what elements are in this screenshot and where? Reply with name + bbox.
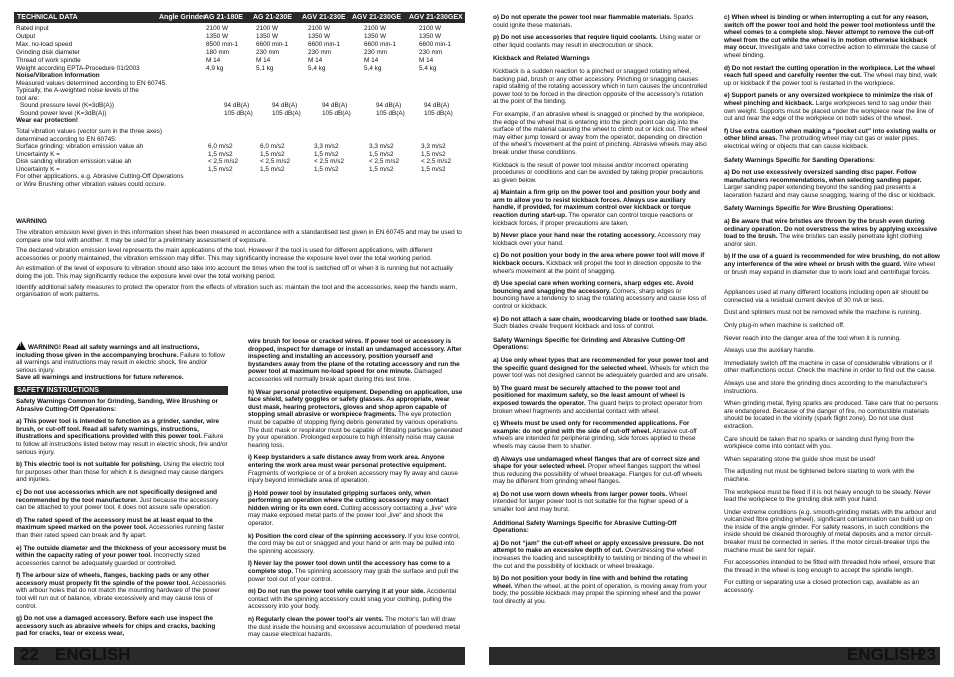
- paragraph-bold: n) Regularly clean the power tool's air vents.: [248, 616, 384, 623]
- warning-para: Identify additional safety measures to protect the operator from the effects of vibration such as: maintain the tool and the accessories, keep the hands warm, organisation of work patterns.: [16, 283, 458, 299]
- row-value: 105 dB(A): [424, 109, 453, 117]
- paragraph-text: Investigate and take corrective action to eliminate the cause of wheel binding.: [724, 44, 936, 59]
- row-label: Uncertainty K =: [16, 150, 60, 158]
- tech-data-header: [14, 12, 465, 23]
- row-value: 3,3 m/s2: [314, 143, 339, 150]
- paragraph-text: Accessories running faster than their rated speed can break and fly apart.: [16, 524, 225, 539]
- row-value: 5,4 kg: [419, 65, 437, 72]
- paragraph: [248, 616, 464, 638]
- row-value: 1350 W: [419, 33, 442, 40]
- paragraph-bold: d) Use special care when working corners, sharp edges etc. Avoid bouncing and snagging the accessory.: [493, 280, 694, 295]
- paragraph-bold: l) Never lay the power tool down until the accessory has come to a complete stop.: [248, 560, 451, 576]
- paragraph-bold: c) Do not position your body in the area where power tool will move if kickback occurs.: [493, 252, 705, 268]
- row-label: Disk sanding vibration emission value ah: [16, 158, 132, 165]
- paragraph-bold: g) Do not use a damaged accessory. Before each use inspect the accessory such as abrasive wheels for chips and cracks, backing pad for cracks, tear or excess wear,: [16, 615, 216, 638]
- paragraph: [724, 309, 940, 317]
- paragraph: [724, 380, 940, 395]
- paragraph-text: The wire bristles can easily penetrate light clothing and/or skin.: [724, 233, 923, 248]
- row-value: < 2,5 m/s2: [314, 158, 345, 165]
- paragraph-text: The workpiece must be fixed if it is not heavy enough to be steady. Never lead the workpiece to the grinding disk with your hand.: [724, 488, 931, 504]
- vib-line: Total vibration values (vector sum in the three axes): [16, 128, 162, 135]
- row-value: < 2,5 m/s2: [421, 158, 452, 165]
- safety-instructions-bar: SAFETY INSTRUCTIONS: [14, 386, 228, 395]
- paragraph: [493, 68, 709, 106]
- paragraph-bold: c) Wheels must be used only for recommended applications. For example: do not grind with the side of cut-off wheel.: [493, 420, 690, 435]
- row-label: Sound pressure level (K=3dB(A)): [20, 102, 114, 109]
- paragraph: [724, 509, 940, 555]
- paragraph: [16, 545, 228, 568]
- paragraph-text: Dust and splinters must not be removed while the machine is running.: [724, 309, 922, 317]
- paragraph-text: The operator can control torque reactions or kickback forces, if proper precautions are taken.: [493, 212, 694, 227]
- model-1: AG 21-180E: [204, 14, 243, 21]
- row-value: 1,5 m/s2: [369, 150, 394, 158]
- row-label: Surface grinding: vibration emission value ah: [16, 143, 144, 150]
- paragraph-bold: f) Use extra caution when making a “pocket cut” into existing walls or other blind areas.: [724, 127, 937, 143]
- paragraph-text: Just because the accessory can be attached to your power tool, it does not assure safe operation.: [16, 496, 219, 512]
- paragraph-bold: wire brush for loose or cracked wires. If power tool or accessory is dropped, inspect for damage or install an undamaged accessory. After inspecting and installing an accessory, position yourself and bystanders away from the plane of the rotating accessory and run the power tool at maximum no-load speed for one minute.: [248, 338, 462, 376]
- paragraph-text: If you lose control, the cord may be cut or snagged and your hand or arm may be pulled into the spinning accessory.: [248, 532, 460, 555]
- table-row: [16, 57, 466, 65]
- paragraph: [493, 540, 709, 570]
- table-row: [16, 25, 466, 33]
- paragraph: [724, 289, 940, 304]
- paragraph-bold: j) Hold power tool by insulated gripping surfaces only, when performing an operation where the cutting accessory may contact hidden wiring or its own cord.: [248, 489, 449, 512]
- section-heading: Safety Warnings Specific for Sanding Operations:: [724, 156, 876, 164]
- paragraph-text: When grinding metal, flying sparks are produced. Take care that no persons are endangered. Because of the danger of fire, no combustible materials should be located in the vicinity (spark flight zone). Do not use dust extraction.: [724, 400, 939, 430]
- read-warnings: [16, 341, 229, 382]
- paragraph-bold: h) Wear personal protective equipment. Depending on application, use face shield, safety goggles or safety glasses. As appropriate, wear dust mask, hearing protectors, gloves and shop apron capable of stopping small abrasive or workpiece fragments.: [248, 388, 463, 419]
- paragraph: [724, 436, 940, 451]
- row-value: 1350 W: [206, 33, 229, 40]
- row-label: Thread of work spindle: [16, 57, 81, 64]
- row-label: Sound power level (K=3dB(A)): [20, 109, 107, 117]
- noise-info: [16, 72, 266, 102]
- paragraph-text: Never reach into the danger area of the tool when it is running.: [724, 334, 901, 342]
- paragraph-bold: d) Always use undamaged wheel flanges that are of correct size and shape for your selected wheel.: [493, 455, 700, 471]
- paragraph: [248, 338, 464, 384]
- row-value: 6,0 m/s2: [260, 143, 285, 150]
- paragraph: [724, 128, 940, 151]
- paragraph-text: Cutting accessory contacting a „live“ wire may make exposed metal parts of the power tool „live“ and shock the operator.: [248, 504, 457, 528]
- paragraph-text: Incorrectly sized accessories cannot be adequately guarded or controlled.: [16, 552, 200, 567]
- paragraph-text: Wheels for which the power tool was not designed cannot be adequately guarded and are unsafe.: [493, 364, 709, 380]
- paragraph: [493, 385, 709, 415]
- row-value: 4,9 kg: [206, 65, 224, 72]
- paragraph-text: Care should be taken that no sparks or sanding dust flying from the workpiece come into contact with you.: [724, 435, 915, 451]
- model-4: AGV 21-230GE: [352, 14, 402, 21]
- tech-data-title: TECHNICAL DATA: [17, 14, 78, 21]
- section-heading: Additional Safety Warnings Specific for Abrasive Cutting-Off Operations:: [493, 519, 677, 535]
- paragraph: [493, 14, 709, 29]
- table-row: [20, 110, 466, 118]
- paragraph-text: Larger sanding paper extending beyond the sanding pad presents a laceration hazard and may cause snagging, tearing of the disc or kickback.: [724, 184, 936, 199]
- column-b: [248, 338, 464, 638]
- paragraph-text: The motor's fan will draw the dust inside the housing and excessive accumulation of powdered metal may cause electrical hazards.: [248, 616, 461, 638]
- row-value: < 2,5 m/s2: [208, 158, 239, 165]
- paragraph: [493, 34, 709, 49]
- paragraph: [493, 575, 709, 605]
- column-c: [493, 14, 709, 642]
- row-value: 94 dB(A): [376, 102, 402, 109]
- row-value: < 2,5 m/s2: [369, 158, 400, 165]
- row-value: 230 mm: [308, 49, 332, 56]
- paragraph-text: For cutting or separating use a closed protection cap, available as an accessory.: [724, 579, 920, 595]
- right-page: [477, 0, 954, 677]
- paragraph-text: Proper wheel flanges support the wheel thus reducing the possibility of wheel breakage. Flanges for cut-off wheels may be different from grinding wheel flanges.: [493, 463, 703, 486]
- paragraph: [724, 65, 940, 88]
- row-value: 2100 W: [364, 25, 387, 32]
- paragraph-bold: a) This power tool is intended to function as a grinder, sander, wire brush, or cut-off tool. Read all safety warnings, instructions, illustrations and specifications provided with this power tool.: [16, 418, 220, 441]
- model-2: AG 21-230E: [253, 14, 292, 21]
- paragraph-text: Corners, sharp edges or bouncing have a tendency to snag the rotating accessory and cause loss of control or kickback.: [493, 287, 707, 310]
- paragraph: [493, 189, 709, 227]
- paragraph-bold: f) The arbour size of wheels, flanges, backing pads or any other accessory must properly fit the spindle of the power tool.: [16, 572, 210, 587]
- right-footer-page: 23: [917, 645, 936, 664]
- paragraph-bold: a) Be aware that wire bristles are thrown by the brush even during ordinary operation. Do not overstress the wires by applying excessive load to the brush.: [724, 218, 938, 241]
- paragraph-text: Always use the auxiliary handle.: [724, 347, 815, 355]
- paragraph: [16, 461, 228, 484]
- row-label: Rated input: [16, 25, 49, 32]
- paragraph: [724, 14, 940, 60]
- left-footer-page: 22: [20, 645, 39, 664]
- row-value: 1,5 m/s2: [421, 150, 446, 158]
- paragraph-text: Kickback is a sudden reaction to a pinched or snagged rotating wheel, backing pad, brush or any other accessory. Pinching or snagging causes rapid stalling of the rotating accessory which in turn causes the uncontrolled power tool to be forced in the direction opposite of the accessory's rotation at the point of the binding.: [493, 67, 708, 106]
- paragraph-bold: e) Support panels or any oversized workpiece to minimize the risk of wheel pinching and kickback.: [724, 92, 933, 107]
- row-value: 3,3 m/s2: [369, 143, 394, 150]
- paragraph: [16, 572, 228, 610]
- row-value: 1350 W: [308, 33, 331, 40]
- row-value: 105 dB(A): [376, 109, 405, 117]
- paragraph-text: Damaged accessories will normally break apart during this test time.: [248, 368, 442, 383]
- paragraph-text: Accidental contact with the spinning accessory could snag your clothing, pulling the accessory into your body.: [248, 588, 457, 611]
- vib-table: [16, 143, 466, 175]
- paragraph: [724, 335, 940, 343]
- paragraph: [248, 533, 464, 556]
- row-value: 2100 W: [256, 25, 279, 32]
- row-value: 1350 W: [364, 33, 387, 40]
- row-value: 1,5 m/s2: [314, 165, 339, 173]
- row-value: M 14: [256, 57, 271, 64]
- paragraph: [724, 169, 940, 199]
- paragraph-text: Immediately switch off the machine in case of considerable vibrations or if other malfunctions occur. Check the machine in order to find out the cause.: [724, 359, 937, 375]
- paragraph: [16, 398, 228, 413]
- paragraph-bold: b) Do not position your body in line with and behind the rotating wheel.: [493, 575, 688, 590]
- paragraph: [16, 489, 228, 512]
- paragraph-text: Kickback will propel the tool in direction opposite to the wheel's movement at the point of snagging.: [493, 260, 702, 275]
- row-label: Uncertainty K =: [16, 165, 60, 173]
- table-row: [16, 33, 466, 41]
- paragraph-text: Wheel intended for larger power tool is not suitable for the higher speed of a smaller tool and may burst.: [493, 490, 689, 514]
- row-value: 6,0 m/s2: [208, 143, 233, 150]
- paragraph-bold: a) Use only wheel types that are recommended for your power tool and the specific guard designed for the selected wheel.: [493, 356, 709, 372]
- row-value: 105 dB(A): [272, 109, 301, 117]
- paragraph-text: Fragments of workpiece or of a broken accessory may fly away and cause injury beyond immediate area of operation.: [248, 469, 458, 485]
- paragraph-bold: b) If the use of a guard is recommended for wire brushing, do not allow any interference of the wire wheel or brush with the guard.: [724, 253, 940, 269]
- paragraph: [248, 560, 464, 583]
- paragraph: [724, 456, 940, 464]
- paragraph: [724, 468, 940, 483]
- warning-title: WARNING: [16, 218, 47, 225]
- spacer: [724, 281, 940, 289]
- noise-line: tool are:: [16, 94, 40, 102]
- row-value: 94 dB(A): [224, 102, 250, 109]
- noise-line: Measured values determined according to EN 60745.: [16, 79, 167, 87]
- row-value: < 2,5 m/s2: [260, 158, 291, 165]
- paragraph-text: Wire wheel or brush may expand in diameter due to work load and centrifugal forces.: [724, 261, 935, 276]
- paragraph-text: When the wheel, at the point of operation, is moving away from your body, the possible kickback may propel the spinning wheel and the power tool directly at you.: [493, 582, 707, 605]
- warning-body: [16, 229, 466, 299]
- paragraph-text: The protruding wheel may cut gas or water pipes, electrical wiring or objects that can cause kickback.: [724, 135, 919, 150]
- paragraph-bold: p) Do not use accessories that require liquid coolants.: [493, 34, 658, 42]
- row-value: M 14: [364, 57, 379, 64]
- paragraph-bold: o) Do not operate the power tool near flammable materials.: [493, 14, 672, 21]
- row-value: 1,5 m/s2: [208, 150, 233, 158]
- row-value: 180 mm: [206, 49, 230, 56]
- paragraph: [493, 232, 709, 247]
- warning-para: An estimation of the level of exposure to vibration should also take into account the times when the tool is switched off or when it is running but not actually doing the job. This may significantly reduce the exposure level over the total working period.: [16, 265, 453, 280]
- paragraph: [493, 316, 709, 331]
- vibration-info: [16, 128, 266, 143]
- spec-table: [16, 25, 466, 75]
- paragraph-text: Using the electric tool for purposes other than those for which it is designed may cause dangers and injuries.: [16, 461, 225, 484]
- paragraph-text: The wheel may bind, walk up or kickback if the power tool is restarted in the workpiece.: [724, 72, 937, 87]
- paragraph: [493, 162, 709, 185]
- read-warnings-rest: Failure to follow all warnings and instructions may result in electric shock, fire and/or serious injury.: [16, 351, 225, 374]
- row-value: M 14: [419, 57, 434, 64]
- paragraph-bold: e) Do not use worn down wheels from larger power tools.: [493, 490, 667, 498]
- noise-table: [20, 102, 466, 118]
- model-3: AGV 21-230E: [302, 14, 346, 21]
- paragraph-text: Sparks could ignite these materials.: [493, 14, 694, 29]
- paragraph: [493, 280, 709, 310]
- row-value: 6600 min-1: [419, 41, 451, 48]
- paragraph: [493, 111, 709, 157]
- row-value: 1,5 m/s2: [208, 165, 233, 173]
- row-value: 2100 W: [206, 25, 229, 32]
- row-value: 105 dB(A): [224, 109, 253, 117]
- paragraph-text: For accessories intended to be fitted with threaded hole wheel, ensure that the thread in the wheel is long enough to accept the spindle length.: [724, 559, 936, 574]
- paragraph-bold: k) Position the cord clear of the spinning accessory.: [248, 532, 407, 540]
- row-value: 230 mm: [364, 49, 388, 56]
- row-value: 105 dB(A): [322, 109, 351, 117]
- ear-protection: Wear ear protection!: [16, 117, 79, 124]
- paragraph-bold: b) Never place your hand near the rotating accessory.: [493, 232, 656, 240]
- warning-triangle-icon: [16, 341, 26, 350]
- save-warnings: Save all warnings and instructions for future reference.: [16, 374, 184, 382]
- row-value: M 14: [206, 57, 221, 64]
- paragraph: [248, 588, 464, 611]
- paragraph: [493, 456, 709, 486]
- paragraph-text: Such blades create frequent kickback and loss of control.: [493, 323, 655, 331]
- table-row: [16, 41, 466, 49]
- paragraph-bold: c) Do not use accessories which are not specifically designed and recommended by the tool manufacturer.: [16, 488, 218, 504]
- row-value: 2100 W: [419, 25, 442, 32]
- paragraph-bold: c) When wheel is binding or when interrupting a cut for any reason, switch off the power tool and hold the power tool motionless until the wheel comes to a complete stop. Never attempt to remove the cut-off wheel from the cut while the wheel is in motion otherwise kickback may occur.: [724, 14, 936, 52]
- paragraph-text: When separating stone the guide shoe must be used!: [724, 455, 876, 463]
- paragraph: [16, 615, 228, 638]
- row-value: 2100 W: [308, 25, 331, 32]
- paragraph-text: Failure to follow all instructions listed below may result in electric shock, fire and/or serious injury.: [16, 433, 228, 456]
- row-value: 6600 min-1: [364, 41, 396, 48]
- paragraph-text: The eye protection must be capable of stopping flying debris generated by various operations. The dust mask or respirator must be capable of filtrating particles generated by your operation. Prolonged exposure to high intensity noise may cause hearing loss.: [248, 411, 463, 449]
- paragraph: [248, 389, 464, 450]
- paragraph: [16, 517, 228, 540]
- tech-data-subtitle: Angle Grinder: [159, 14, 206, 21]
- paragraph-text: Accessory may kickback over your hand.: [493, 232, 701, 247]
- paragraph-text: Only plug-in when machine is switched off.: [724, 322, 845, 329]
- paragraph: [724, 400, 940, 430]
- paragraph-bold: a) Do not “jam” the cut-off wheel or apply excessive pressure. Do not attempt to make an excessive depth of cut.: [493, 539, 704, 555]
- row-value: 6600 min-1: [308, 41, 340, 48]
- paragraph: [493, 420, 709, 450]
- paragraph-text: Kickback is the result of power tool misuse and/or incorrect operating procedures or conditions and can be avoided by taking proper precautions as given below.: [493, 161, 703, 184]
- warning-para: The vibration emission level given in this information sheet has been measured in accordance with a standardised test given in EN 60745 and may be used to compare one tool with another. It may be used for a preliminary assessment of exposure.: [16, 229, 462, 244]
- paragraph: [724, 559, 940, 574]
- row-value: 94 dB(A): [272, 102, 298, 109]
- other-applications: For other applications, e.g. Abrasive Cutting-Off Operations or Wire Brushing other vibration values could occure.: [16, 173, 184, 188]
- row-value: 94 dB(A): [322, 102, 348, 109]
- vib-line: determined according to EN 60745:: [16, 135, 117, 143]
- paragraph: [724, 253, 940, 276]
- row-value: 6600 min-1: [256, 41, 288, 48]
- section-heading: Safety Warnings Specific for Grinding and Abrasive Cutting-Off Operations:: [493, 336, 685, 352]
- paragraph-bold: b) The guard must be securely attached to the power tool and positioned for maximum safety, so the least amount of wheel is exposed towards the operator.: [493, 384, 685, 407]
- section-heading: Safety Warnings Specific for Wire Brushing Operations:: [724, 205, 894, 213]
- row-value: M 14: [308, 57, 323, 64]
- left-footer-lang: ENGLISH: [55, 645, 131, 664]
- paragraph: [724, 218, 940, 248]
- paragraph: [724, 360, 940, 375]
- paragraph-bold: m) Do not run the power tool while carrying it at your side.: [248, 588, 426, 596]
- row-value: 8500 min-1: [206, 41, 238, 48]
- paragraph-bold: i) Keep bystanders a safe distance away from work area. Anyone entering the work area must wear personal protective equipment.: [248, 454, 447, 469]
- model-5: AGV 21-230GEX: [409, 14, 463, 21]
- row-label: Max. no-load speed: [16, 41, 73, 48]
- paragraph-bold: d) The rated speed of the accessory must be at least equal to the maximum speed marked on the power tool.: [16, 516, 213, 532]
- right-footer-lang: ENGLISH: [847, 645, 923, 664]
- paragraph-text: Large workpieces tend to sag under their own weight. Supports must be placed under the workpiece near the line of cut and near the edge of the workpiece on both sides of the wheel.: [724, 99, 934, 123]
- paragraph: [493, 252, 709, 275]
- table-row: [16, 49, 466, 57]
- paragraph-text: The adjusting nut must be tightened before starting to work with the machine.: [724, 468, 915, 483]
- paragraph-text: Under extreme conditions (e.g. smooth-grinding metals with the arbour and vulcanized fibre grinding wheel), significant contamination can build up on the inside of the angle grinder. For safety reasons, in such conditions the inside should be cleaned thoroughly of metal deposits and a motor circuit-breaker must be connected in series. If the motor circuit-breaker trips the machine must be sent for repair.: [724, 508, 937, 554]
- row-label: Weight according EPTA-Procedure 01/2003: [16, 65, 140, 72]
- paragraph-bold: b) This electric tool is not suitable for polishing.: [16, 461, 162, 469]
- row-value: 1350 W: [256, 33, 279, 40]
- row-value: 1,5 m/s2: [369, 165, 394, 173]
- paragraph: [493, 491, 709, 514]
- paragraph: [493, 357, 709, 380]
- paragraph: [724, 92, 940, 122]
- row-value: 230 mm: [256, 49, 280, 56]
- row-value: 94 dB(A): [424, 102, 450, 109]
- warning-para: The declared vibration emission level represents the main applications of the tool. However if the tool is used for different applications, with different accessories or poorly maintained, the vibration emission may differ. This may significantly increase the exposure level over the total working period.: [16, 247, 433, 262]
- paragraph: [724, 347, 940, 355]
- row-value: 1,5 m/s2: [421, 165, 446, 173]
- column-a: [16, 398, 228, 638]
- paragraph-text: Appliances used at many different locations including open air should be connected via a residual current device of 30 mA or less.: [724, 289, 929, 304]
- paragraph-bold: Safety Warnings Common for Grinding, Sanding, Wire Brushing or Abrasive Cutting-Off Operations:: [16, 398, 219, 413]
- paragraph-bold: d) Do not restart the cutting operation in the workpiece. Let the wheel reach full speed and carefully reenter the cut.: [724, 64, 935, 80]
- paragraph: [248, 454, 464, 484]
- paragraph-bold: a) Do not use excessively oversized sanding disc paper. Follow manufacturers recommendations, when selecting sanding paper.: [724, 169, 922, 184]
- paragraph-text: The spinning accessory may grab the surface and pull the power tool out of your control.: [248, 568, 459, 583]
- row-value: 5,4 kg: [308, 65, 326, 72]
- column-d: [724, 14, 940, 642]
- section-heading: Kickback and Related Warnings: [493, 55, 590, 63]
- row-value: 1,5 m/s2: [314, 150, 339, 158]
- row-value: 5,4 kg: [364, 65, 382, 72]
- paragraph-text: The guard helps to protect operator from broken wheel fragments and accidental contact with wheel.: [493, 399, 703, 415]
- paragraph-text: Abrasive cut-off wheels are intended for peripheral grinding, side forces applied to these wheels may cause them to shatter.: [493, 427, 697, 450]
- paragraph-text: Using water or other liquid coolants may result in electrocution or shock.: [493, 34, 701, 49]
- row-label: Output: [16, 33, 36, 40]
- paragraph-text: Accessories with arbour holes that do not match the mounting hardware of the power tool will run out of balance, vibrate excessively and may cause loss of control.: [16, 579, 226, 610]
- row-value: 1,5 m/s2: [260, 165, 285, 173]
- paragraph-bold: e) Do not attach a saw chain, woodcarving blade or toothed saw blade.: [493, 315, 708, 323]
- row-value: 3,3 m/s2: [421, 143, 446, 150]
- paragraph-text: Always use and store the grinding discs according to the manufacturer's instructions.: [724, 379, 928, 395]
- row-value: 230 mm: [419, 49, 443, 56]
- paragraph: [724, 322, 940, 330]
- paragraph: [248, 490, 464, 528]
- row-label: Grinding disk diameter: [16, 49, 80, 56]
- row-value: 1,5 m/s2: [260, 150, 285, 158]
- row-value: 5,1 kg: [256, 65, 274, 72]
- noise-heading: Noise/Vibration Information: [16, 72, 100, 79]
- paragraph: [16, 418, 228, 456]
- paragraph-bold: e) The outside diameter and the thickness of your accessory must be within the capacity rating of your power tool.: [16, 544, 227, 560]
- paragraph-text: Overstressing the wheel increases the loading and susceptibility to twisting or binding of the wheel in the cut and the possibility of kickback or wheel breakage.: [493, 547, 707, 570]
- paragraph: [724, 579, 940, 594]
- noise-line: Typically, the A-weighted noise levels of the: [16, 87, 139, 95]
- paragraph-bold: a) Maintain a firm grip on the power tool and position your body and arm to allow you to resist kickback forces. Always use auxiliary handle, if provided, for maximum control over kickback or torque reaction during start-up.: [493, 189, 700, 220]
- read-warnings-bold: WARNING! Read all safety warnings and all instructions, including those given in the accompanying brochure.: [16, 344, 200, 359]
- paragraph: [724, 489, 940, 504]
- paragraph-text: For example, if an abrasive wheel is snagged or pinched by the workpiece, the edge of the wheel that is entering into the pinch point can dig into the surface of the material causing the wheel to climb out or kick out. The wheel may either jump toward or away from the operator, depending on direction of the wheel's movement at the point of pinching. Abrasive wheels may also break under these conditions.: [493, 110, 708, 156]
